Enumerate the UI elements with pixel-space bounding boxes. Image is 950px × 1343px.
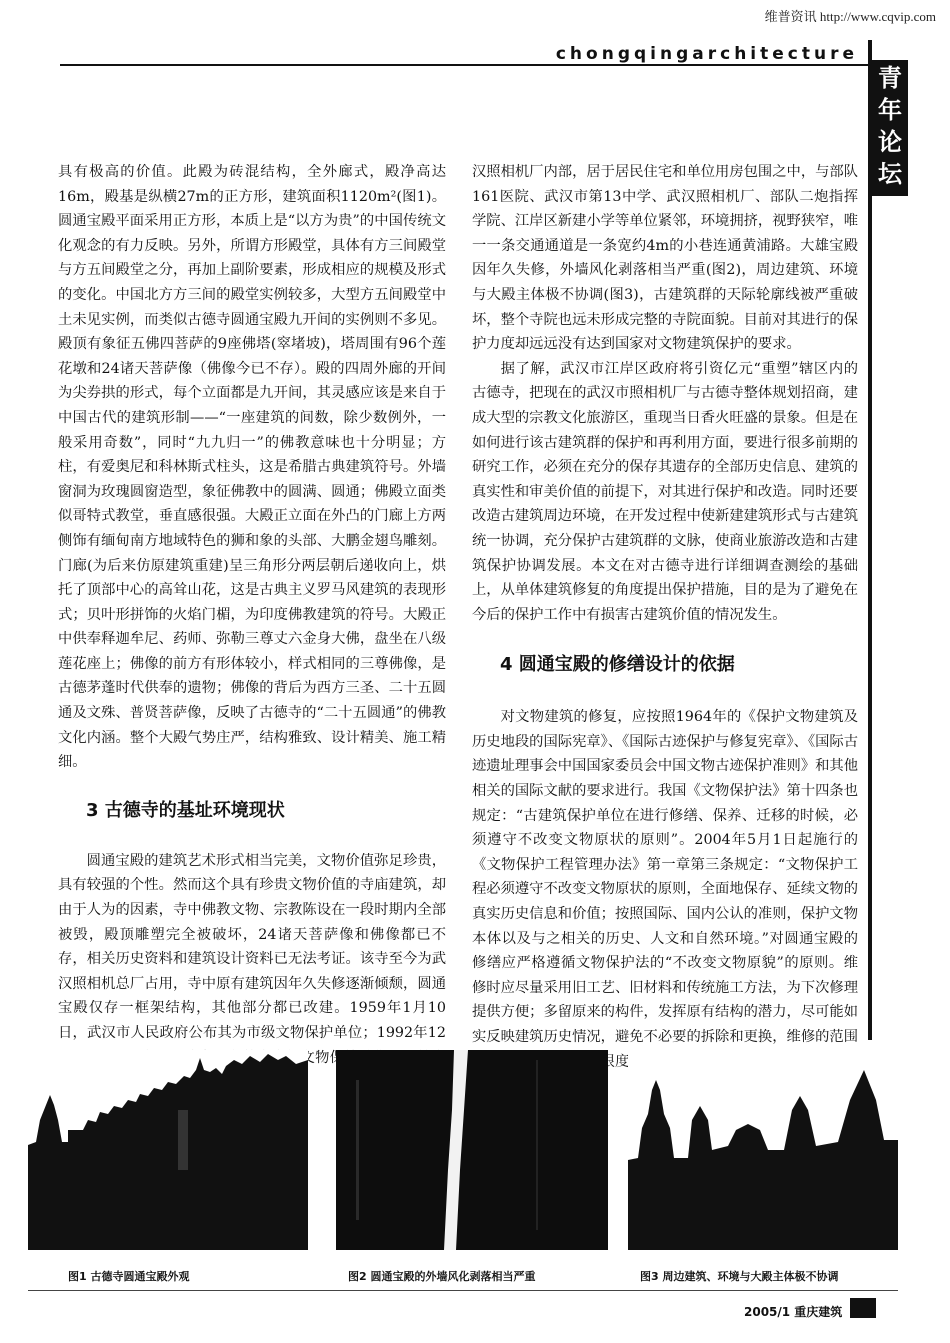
running-head: chongqingarchitecture xyxy=(555,44,858,64)
figure-2-caption: 图2 圆通宝殿的外墙风化剥落相当严重 xyxy=(348,1270,536,1283)
left-column xyxy=(58,160,446,1095)
surrounding-buildings-image xyxy=(628,1050,898,1250)
right-paragraph-2: 据了解，武汉市江岸区政府将引资亿元“重塑”辖区内的古德寺，把现在的武汉市照相机厂与古德寺整体规划招商，建成大型的宗教文化旅游区，重现当日香火旺盛的景象。但是在如何进行该古建筑群的保护和再利用方面，要进行很多前期的研究工作，必须在充分的保存其遗存的全部历史信息、建筑的真实性和审美价值的前提下，对其进行保护和改造。同时还要改造古建筑周边环境，在开发过程中使新建建筑形式与古建筑统一协调，充分保护古建筑群的文脉，使商业旅游改造和古建筑保护协调发展。本文在对古德寺进行详细调查测绘的基础上，从单体建筑修复的角度提出保护措施，目的是为了避免在今后的保护工作中有损害古建筑价值的情况发生。 xyxy=(472,360,859,623)
footer-issue: 2005/1 重庆建筑 xyxy=(744,1305,843,1319)
figure-3-caption: 图3 周边建筑、环境与大殿主体极不协调 xyxy=(640,1270,839,1283)
right-column xyxy=(472,160,858,1074)
figure-1-photo xyxy=(28,1050,308,1250)
section-heading-4: 4 圆通宝殿的修缮设计的依据 xyxy=(500,654,735,676)
section-tab-char: 论 xyxy=(878,128,902,156)
section-tab xyxy=(872,60,908,196)
section-heading-3: 3 古德寺的基址环境现状 xyxy=(86,799,285,821)
right-paragraph-3: 对文物建筑的修复，应按照1964年的《保护文物建筑及历史地段的国际宪章》、《国际古迹保护与修复宪章》、《国际古迹遗址理事会中国国家委员会中国文物古迹保护准则》和其他相关的国际文献的要求进行。我国《文物保护法》第十四条也规定：“古建筑保护单位在进行修缮、保养、迁移的时候，必须遵守不改变文物原状的原则”。2004年5月1日起施行的《文物保护工程管理办法》第一章第三条规定：“文物保护工程必须遵守不改变文物原状的原则，全面地保存、延续文物的真实历史信息和价值；按照国际、国内公认的准则，保护文物本体以及与之相关的历史、人文和自然环境。”对圆通宝殿的修缮应严格遵循文物保护法的“不改变文物原貌”的原则。维修时应尽量采用旧工艺、旧材料和传统施工方法，为下次修理提供方便；多留原来的构件，发挥原有结构的潜力，尽可能如实反映建筑历史情况，避免不必要的拆除和更换，维修的范围 限度 xyxy=(472,709,859,1070)
left-paragraph-1: 具有极高的价值。此殿为砖混结构，全外廊式，殿净高达16m，殿基是纵横27m的正方形，建筑面积1120m²(图1)。圆通宝殿平面采用正方形，本质上是“以方为贵”的中国传统文化观念的有力反映。另外，所谓方形殿堂，具体有方三间殿堂与方五间殿堂之分，再加上副阶要素，形成相应的规模及形式的变化。中国北方方三间的殿堂实例较多，大型方五间殿堂中土未见实例，而类似古德寺圆通宝殿九开间的实例则不多见。殿顶有象征五佛四菩萨的9座佛塔(窣堵坡)，塔周围有96个莲花墩和24诸天菩萨像（佛像今已不存）。殿的四周外廊的开间为尖券拱的形式，每个立面都是九开间，其灵感应该是来自于中国古代的建筑形制——“一座建筑的间数，除少数例外，一般采用奇数”，同时“九九归一”的佛教意味也十分明显；方柱，有爱奥尼和科林斯式柱头，这是希腊古典建筑符号。外墙窗洞为玫瑰圆窗造型，象征佛教中的圆满、圆通；佛殿立面类似哥特式教堂，垂直感很强。大殿正立面在外凸的门廊上方两侧饰有缅甸南方地域特色的狮和象的头部、大鹏金翅鸟雕刻。门廊(为后来仿原建筑重建)呈三角形分两层朝后递收向上，烘托了顶部中心的高耸山花，这是古典主义罗马风建筑的表现形式；贝叶形拼饰的火焰门楣，为印度佛教建筑的符号。大殿正中供奉释迦牟尼、药师、弥勒三尊丈六金身大佛，盘坐在八级莲花座上；佛像的前方有形体较小，样式相同的三尊佛像，是古德茅蓬时代供奉的遗物；佛像的背后为西方三圣、二十五圆通及文殊、普贤菩萨像，反映了古德寺的“二十五圆通”的佛教文化内涵。整个大殿气势庄严，结构雅致、设计精美、施工精细。 xyxy=(58,164,446,771)
right-paragraph-1: 汉照相机厂内部，居于居民住宅和单位用房包围之中，与部队161医院、武汉市第13中学、武汉照相机厂、部队二炮指挥学院、江岸区新建小学等单位紧邻，环境拥挤，视野狭窄，唯一一条交通通道是一条宽约4m的小巷连通黄浦路。大雄宝殿因年久失修，外墙风化剥落相当严重(图2)，周边建筑、环境与大殿主体极不协调(图3)，古建筑群的天际轮廓线被严重破坏，整个寺院也远未形成完整的寺院面貌。目前对其进行的保护力度却远远没有达到国家对文物建筑保护的要求。 xyxy=(472,164,859,353)
weathered-wall-image xyxy=(336,1050,608,1250)
section-tab-char: 坛 xyxy=(878,160,902,188)
figure-3-photo xyxy=(628,1050,898,1250)
section-tab-char: 青 xyxy=(878,64,902,92)
watermark: 维普资讯 http://www.cqvip.com xyxy=(764,9,936,24)
figure-1-caption: 图1 古德寺圆通宝殿外观 xyxy=(68,1270,190,1283)
header-rule xyxy=(60,64,868,66)
temple-exterior-image xyxy=(28,1050,308,1250)
left-paragraph-2: 圆通宝殿的建筑艺术形式相当完美，文物价值弥足珍贵，具有较强的个性。然而这个具有珍贵文物价值的寺庙建筑，却由于人为的因素，寺中佛教文物、宗教陈设在一段时期内全部被毁，殿顶雕塑完全被破坏，24诸天菩萨像和佛像都已不存，相关历史资料和建筑设计资料已无法考证。该寺至今为武汉照相机总厂占用，寺中原有建筑因年久失修逐渐倾颓，圆通宝殿仅存一框架结构，其他部分都已改建。1959年1月10日，武汉市人民政府公布其为市级文物保护单位；1992年12 级文物保 xyxy=(58,852,446,1066)
page-tab xyxy=(850,1298,876,1318)
footer-rule xyxy=(28,1290,898,1291)
section-tab-char: 年 xyxy=(878,96,902,124)
figure-2-photo xyxy=(336,1050,608,1250)
